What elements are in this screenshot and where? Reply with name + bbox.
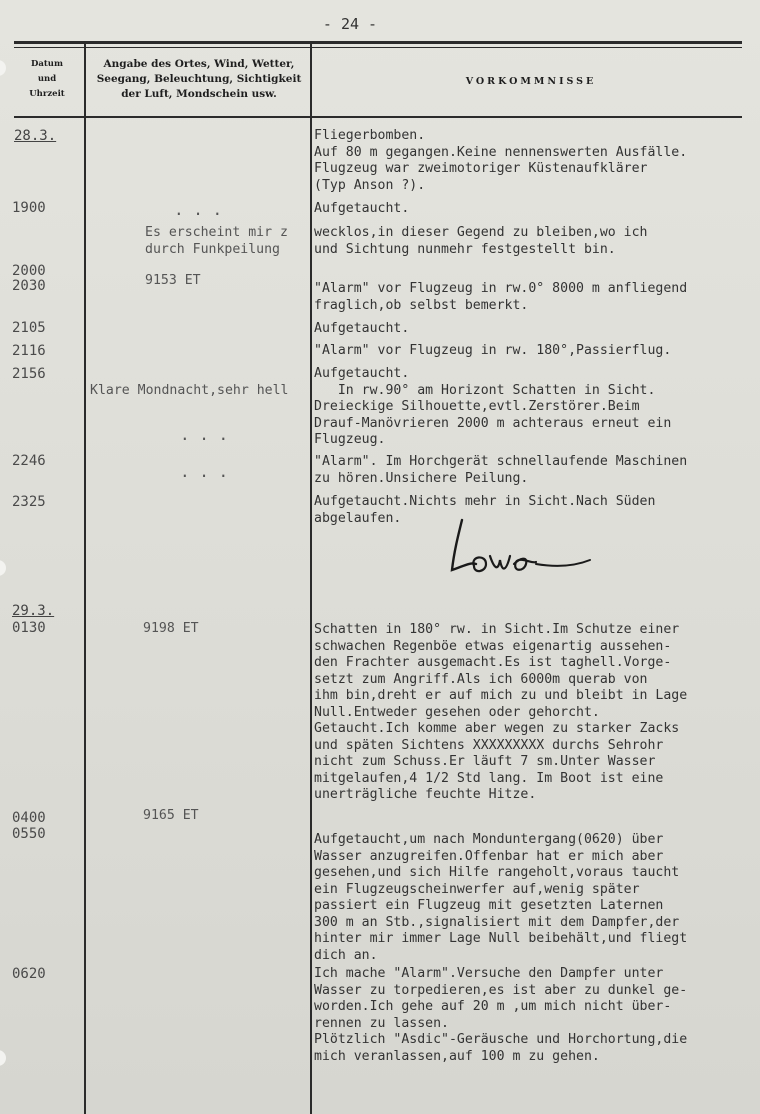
entry-time: 2156 xyxy=(12,366,46,382)
entry-position: 9153 ET xyxy=(145,273,201,288)
header-datum-line: und xyxy=(37,74,57,84)
header-datum-line: Datum xyxy=(31,59,63,69)
entry-time: 1900 xyxy=(12,200,46,216)
punch-hole xyxy=(0,60,6,76)
entry-time: 2246 xyxy=(12,453,46,469)
entry-text: "Alarm" vor Flugzeug in rw.0° 8000 m anfliegend fraglich,ob selbst bemerkt. xyxy=(314,281,688,313)
entry-text: Aufgetaucht.Nichts mehr in Sicht.Nach Süden abgelaufen. xyxy=(314,494,656,526)
entry-text: Aufgetaucht. xyxy=(314,201,410,216)
entry-position: 9198 ET xyxy=(143,621,199,636)
header-datum xyxy=(14,57,80,102)
top-rule xyxy=(14,41,742,44)
header-vorkommnisse: VORKOMMNISSE xyxy=(465,76,597,87)
entry-text: Schatten in 180° rw. in Sicht.Im Schutze einer schwachen Regenböe etwas eigenartig aussehen- den Frachter ausgemacht.Es ist taghell.Vorge- setzt zum Angriff.Als ich 6000m querab von ihm bin,dreht er auf mich zu und bleibt in Lage Null.Entweder gesehen oder gehorcht. Getaucht.Ich komme aber wegen zu starker Zacks und späten Sichtens XXXXXXXXX durchs Sehrohr nicht zum Schuss.Er läuft 7 sm.Unter Wasser mitgelaufen,4 1/2 Std lang. Im Boot ist eine unerträgliche feuchte Hitze. xyxy=(314,622,688,802)
entry-position: Klare Mondnacht,sehr hell xyxy=(90,383,289,398)
header-angabe-line: Angabe des Ortes, Wind, Wetter, xyxy=(103,58,295,70)
entry-time: 2105 xyxy=(12,320,46,336)
entry-time: 0400 0550 xyxy=(12,810,46,842)
header-angabe-line: Seegang, Beleuchtung, Sichtigkeit xyxy=(96,73,302,85)
entry-time: 2000 2030 xyxy=(12,263,46,294)
entry-time: 0620 xyxy=(12,966,46,982)
entry-text: wecklos,in dieser Gegend zu bleiben,wo ich und Sichtung nunmehr festgestellt bin. xyxy=(314,225,648,257)
ditto-mark: . . . xyxy=(174,200,223,219)
column-divider-1 xyxy=(84,44,86,1114)
entry-time: 2325 xyxy=(12,494,46,510)
entry-time: 0130 xyxy=(12,620,46,636)
entry-date: 29.3. xyxy=(12,603,55,619)
signature xyxy=(440,512,610,592)
header-angabe-line: der Luft, Mondschein usw. xyxy=(121,88,277,100)
punch-hole xyxy=(0,560,6,576)
entry-position: Es erscheint mir z durch Funkpeilung xyxy=(145,225,288,257)
ditto-mark: . . . xyxy=(180,425,229,444)
entry-date: 28.3. xyxy=(14,128,57,144)
entry-text: Aufgetaucht. In rw.90° am Horizont Schatten in Sicht. Dreieckige Silhouette,evtl.Zerstörer.Beim Drauf-Manövrieren 2000 m achteraus erneut ein Flugzeug. xyxy=(314,366,672,447)
entry-text: "Alarm". Im Horchgerät schnellaufende Maschinen zu hören.Unsichere Peilung. xyxy=(314,454,688,486)
entry-text: Aufgetaucht,um nach Monduntergang(0620) über Wasser anzugreifen.Offenbar hat er mich aber gesehen,und sich Hilfe rangeholt,voraus taucht ein Flugzeugscheinwerfer auf,wenig später passiert ein Flugzeug mit gesetzten Laternen 300 m an Stb.,signalisiert mit dem Dampfer,der hinter mir immer Lage Null beibehält,und fliegt dich an. xyxy=(314,832,688,963)
entry-position: 9165 ET xyxy=(143,808,199,823)
column-divider-2 xyxy=(310,44,312,1114)
entry-text: Fliegerbomben. Auf 80 m gegangen.Keine nennenswerten Ausfälle. Flugzeug war zweimotoriger Küstenaufklärer (Typ Anson ?). xyxy=(314,128,688,193)
punch-hole xyxy=(0,1050,6,1066)
entry-text: Ich mache "Alarm".Versuche den Dampfer unter Wasser zu torpedieren,es ist aber zu dunkel ge- worden.Ich gehe auf 20 m ,um mich nicht über- rennen zu lassen. Plötzlich "Asdic"-Geräusche und Horchortung,die mich veranlassen,auf 100 m zu gehen. xyxy=(314,966,688,1064)
top-rule-thin xyxy=(14,47,742,48)
page-number: - 24 - xyxy=(322,15,378,33)
ditto-mark: . . . xyxy=(180,462,229,481)
entry-text: "Alarm" vor Flugzeug in rw. 180°,Passierflug. xyxy=(314,343,672,358)
entry-time: 2116 xyxy=(12,343,46,359)
header-bottom-rule xyxy=(14,116,742,118)
header-datum-line: Uhrzeit xyxy=(29,89,65,99)
entry-text: Aufgetaucht. xyxy=(314,321,410,336)
header-angabe xyxy=(88,57,310,102)
